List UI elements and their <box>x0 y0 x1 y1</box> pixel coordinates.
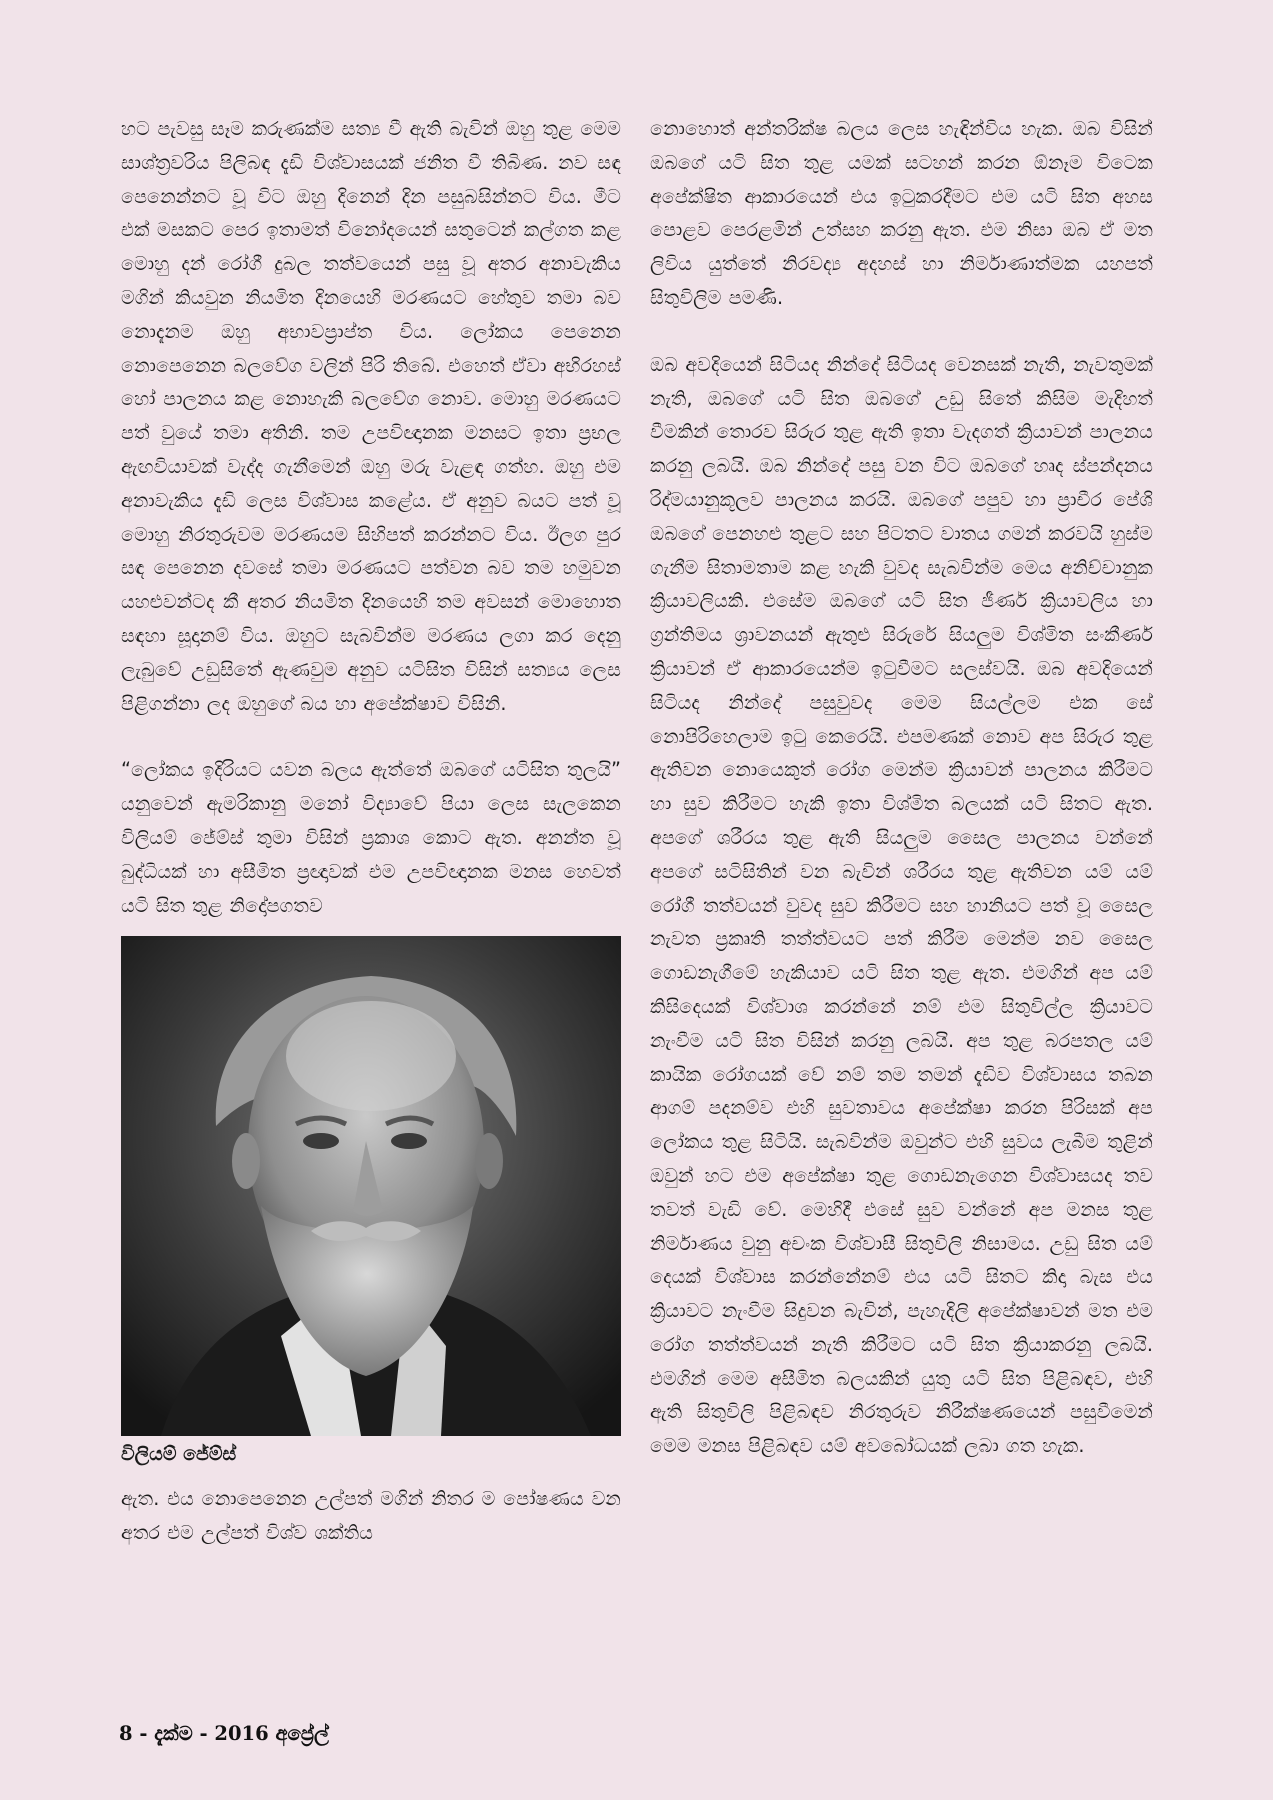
page-footer: 8 - දැක්ම - 2016 අප්‍රේල් <box>119 1722 329 1745</box>
photo-caption: විලියම් ජේම්ස් <box>121 1443 237 1466</box>
left-column <box>121 112 621 1550</box>
body-paragraph: ඇත. එය නොපෙනෙන උල්පත් මගින් නිතර ම පෝෂණය වන අතර එම උල්පත් විශ්ව ශක්තිය <box>121 1487 621 1545</box>
body-paragraph: නොහොත් අන්තරික්ෂ බලය ලෙස හැඳින්විය හැක. ඔබ විසින් ඔබගේ යටි සිත තුළ යමක් සටහන් කරන ඕනෑම විටෙක අපේක්ෂිත ආකාරයෙන් එය ඉටුකරදීමට එම යටි සිත අහස පොළව පෙරළමින් උත්සහ කරනු ඇත. එම නිසා ඔබ ඒ මත ලිවිය යුත්තේ නිරවද්‍ය අදහස් හා නිර්මාණාත්මක යහපත් සිතුවිලිම පමණි. <box>650 117 1153 309</box>
body-paragraph: ඔබ අවදියෙන් සිටියද නින්දේ සිටියද වෙනසක් නැති, නැවතුමක් නැති, ඔබගේ යටි සිත ඔබගේ උඩු සිතේ කිසිම මැදිහත් වීමකින් තොරව සිරුර තුළ ඇති ඉතා වැදගත් ක්‍රියාවන් පාලනය කරනු ලබයි. ඔබ නින්දේ පසු වන විට ඔබගේ හෘද ස්පන්දනය රිද්මයානුකූලව පාලනය කරයි. ඔබගේ පපුව හා ප්‍රාචීර පේශි ඔබගේ පෙනහළු තුළට සහ පිටතට වාතය ගමන් කරවයි හුස්ම ගැනීම සිතාමතාම කළ හැකි වුවද සැබවින්ම මෙය අනිච්චානුක ක්‍රියාවලියකි. එසේම ඔබගේ යටි සිත ජීර්ණ ක්‍රියාවලිය හා ග්‍රන්තිමය ශ්‍රාවනයන් ඇතුළු සිරුරේ සියලුම විශ්මිත සංකීර්ණ ක්‍රියාවන් ඒ ආකාරයෙන්ම ඉටුවීමට සලස්වයි. ඔබ අවදියෙන් සිටියද නින්දේ පසුවුවද මෙම සියල්ලම එක සේ නොපිරිහෙලාම ඉටු කෙරෙයි. එපමණක් නොව අප සිරුර තුළ ඇතිවන නොයෙකුත් රෝග මෙන්ම ක්‍රියාවන් පාලනය කිරීමට හා සුව කිරීමට හැකි ඉතා විශ්මිත බලයක් යටි සිතට ඇත. අපගේ ශරීරය තුළ ඇති සියලුම සෛල පාලනය වන්නේ අපගේ සටිසිතින් වන බැවින් ශරීරය තුළ ඇතිවන යම් යම් රෝගී තත්වයන් වුවද සුව කිරීමට සහ හානියට පත් වූ සෛල නැවත ප්‍රකෘති තත්ත්වයට පත් කිරීම මෙන්ම නව සෛල ගොඩනැගීමේ හැකියාව යටි සිත තුළ ඇත. එමගින් අප යම් කිසිදෙයක් විශ්වාශ කරන්නේ නම් එම සිතුවිල්ල ක්‍රියාවට නැංවීම යටි සිත විසින් කරනු ලබයි. අප තුළ බරපතල යම් කායික රෝගයක් වේ නම් තම තමන් දැඩිව විශ්වාසය තබන ආගම් පදනම්ව එහි සුවතාවය අපේක්ෂා කරන පිරිසක් අප ලෝකය තුළ සිටියි. සැබවින්ම ඔවුන්ට එහි සුවය ලැබීම තුළින් ඔවුන් හට එම අපේක්ෂා තුළ ගොඩනැගෙන විශ්වාසයද තව තවත් වැඩි වේ. මෙහිදී එසේ සුව වන්නේ අප මනස තුළ නිර්මාණය වුනු අචංක විශ්වාසී සිතුවිලි නිසාමය. උඩු සිත යම් දෙයක් විශ්වාස කරන්නේනම් එය යටි සිතට කිදා බැස එය ක්‍රියාවට නැංවීම සිදුවන බැවින්, පැහැදිලි අපේක්ෂාවන් මත එම රෝග තත්ත්වයන් නැති කිරීමට යටි සිත ක්‍රියාකරනු ලබයි. එමගින් මෙම අසීමිත බලයකින් යුතු යටි සිත පිළිබඳව, එහි ඇති සිතුවිලි පිළිබඳව නිරතුරුව නිරීක්ෂණයෙන් පසුවීමෙන් මෙම මනස පිළිබඳව යම් අවබෝධයක් ලබා ගත හැක. <box>650 352 1153 1458</box>
body-paragraph: හට පැවසු සෑම කරුණක්ම සත්‍ය වී ඇති බැවින් ඔහු තුළ මෙම සාශ්ත්‍රවරිය පිලිබඳ දැඩි විශ්වාසයක් ජනිත වී තිබිණ. නව සඳ පෙනෙන්නට වූ විට ඔහු දිනෙන් දින පසුබසින්නට විය. මීට එක් මසකට පෙර ඉතාමත් විනෝදයෙන් සතුටෙන් කල්ගත කළ මොහු දන් රෝගී දුබල තත්වයෙන් පසු වූ අතර අනාවැකිය මගින් කියවුන නියමිත දිනයෙහි මරණයට හේතුව තමා බව නොදැනම ඔහු අභාවප්‍රාප්ත විය. ලෝකය පෙනෙන නොපෙනෙන බලවේග වලින් පිරි තිබේ. එහෙත් ඒවා අභිරහස් හෝ පාලනය කළ නොහැකි බලවේග නොව. මොහු මරණයට පත් වුයේ තමා අතිනි. තම උපවිඥානක මනසට ඉතා ප්‍රභල ඇඟවියාවක් වැද්ද ගැනීමෙන් ඔහු මරු වැළඳ ගත්හ. ඔහු එම අනාවැකිය දැඩි ලෙස විශ්වාස කළේය. ඒ අනුව බයට පත් වූ මොහු නිරතුරුවම මරණයම සිහිපත් කරන්නට විය. ඊලග පුර සඳ පෙනෙන දවසේ තමා මරණයට පත්වන බව තම හමුවන යහළුවන්ටද කී අතර නියමිත දිනයෙහි තම අවසන් මොහොත සඳහා සූදානම් විය. ඔහුට සැබවින්ම මරණය ලගා කර දෙනු ලැබුවේ උඩුසිතේ ඇණවුම අනුව යටිසිත විසින් සත්‍යය ලෙස පිළිගන්නා ලද ඔහුගේ බය හා අපේක්ෂාව විසිනි. <box>121 117 621 715</box>
body-paragraph: “ලෝකය ඉදිරියට යවන බලය ඇත්තේ ඔබගේ යටිසිත තුලයි” යනුවෙන් ඇමරිකානු මනෝ විද්‍යාවේ පියා ලෙස සැලකෙන විලියම් ජේම්ස් තුමා විසින් ප්‍රකාශ කොට ඇත. අනන්ත වූ බුද්ධියක් හා අසීමිත ප්‍රඥාවක් එම උපවිඥානක මනස හෙවත් යටි සිත තුළ නිදෝපගතව <box>121 758 621 917</box>
right-column <box>650 112 1153 1463</box>
portrait-photo <box>121 936 621 1436</box>
